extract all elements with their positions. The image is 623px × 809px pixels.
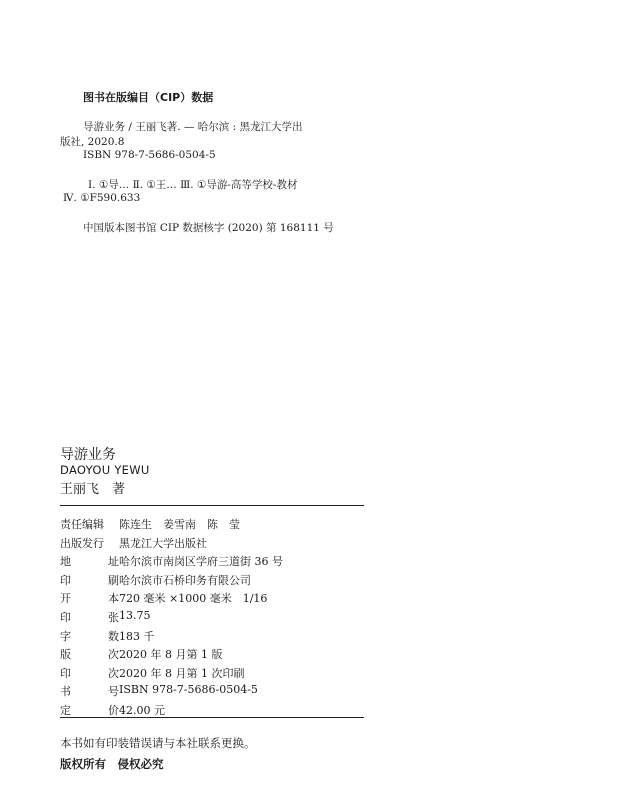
book-title-pinyin: DAOYOU YEWU	[60, 463, 150, 477]
info-value: 2020 年 8 月第 1 版	[119, 648, 223, 662]
info-label	[60, 609, 119, 627]
cip-line-3: ISBN 978-7-5686-0504-5	[83, 149, 216, 161]
info-row	[60, 516, 240, 534]
info-row	[60, 665, 244, 683]
info-value: 42.00 元	[119, 704, 165, 717]
info-label-part: 地	[60, 555, 71, 569]
info-label-part: 刷	[108, 573, 119, 587]
info-row	[60, 590, 267, 608]
book-author: 王丽飞 著	[60, 482, 126, 497]
info-row	[60, 628, 155, 646]
info-value: 13.75	[119, 609, 151, 622]
info-label-part: 开	[60, 592, 71, 606]
info-label-part: 定	[60, 704, 71, 717]
info-value: 哈尔滨市石桥印务有限公司	[119, 573, 251, 587]
info-label-part: 张	[108, 611, 119, 624]
info-label-part: 出版发行	[60, 536, 104, 550]
cip-line-2: 版社, 2020.8	[60, 136, 125, 148]
info-value: 720 毫米 ×1000 毫米 1/16	[119, 592, 268, 606]
info-label-part: 本	[108, 592, 119, 606]
info-label-part: 价	[108, 704, 119, 717]
info-label	[60, 646, 119, 664]
info-label	[60, 516, 119, 534]
info-row	[60, 553, 283, 571]
cip-line-5: Ⅳ. ①F590.633	[63, 192, 141, 204]
bottom-divider	[60, 717, 364, 718]
info-label-part: 字	[60, 629, 71, 643]
cip-title: 图书在版编目（CIP）数据	[83, 91, 214, 104]
info-label-part: 责任编辑	[60, 518, 104, 531]
info-value: 183 千	[119, 629, 155, 643]
info-label	[60, 665, 119, 683]
info-value: 哈尔滨市南岗区学府三道街 36 号	[119, 555, 283, 569]
cip-line-1: 导游业务 / 王丽飞著. — 哈尔滨 : 黑龙江大学出	[83, 121, 303, 133]
info-label	[60, 683, 119, 701]
info-value: 2020 年 8 月第 1 次印刷	[119, 666, 245, 680]
info-row	[60, 683, 258, 701]
info-label	[60, 590, 119, 608]
top-divider	[60, 505, 364, 506]
info-label	[60, 553, 119, 571]
reprint-notice: 本书如有印装错误请与本社联系更换。	[60, 736, 256, 750]
info-label-part: 次	[108, 666, 119, 680]
info-label	[60, 535, 119, 553]
info-label-part: 次	[108, 648, 119, 662]
info-label-part: 印	[60, 611, 71, 624]
info-label-part: 印	[60, 666, 71, 680]
info-label-part: 版	[60, 648, 71, 662]
info-value: 黑龙江大学出版社	[119, 536, 207, 550]
info-row	[60, 646, 222, 664]
info-row	[60, 535, 207, 553]
info-value: ISBN 978-7-5686-0504-5	[119, 683, 258, 697]
info-label-part: 址	[108, 555, 119, 569]
info-row	[60, 572, 251, 590]
info-label-part: 号	[108, 685, 119, 699]
book-title: 导游业务	[60, 447, 116, 463]
info-label	[60, 572, 119, 590]
cip-line-4: Ⅰ. ①导… Ⅱ. ①王… Ⅲ. ①导游-高等学校-教材	[88, 179, 298, 191]
info-label	[60, 628, 119, 646]
info-label-part: 数	[108, 629, 119, 643]
info-label-part: 书	[60, 685, 71, 699]
rights-statement: 版权所有 侵权必究	[60, 757, 164, 771]
cip-line-6: 中国版本图书馆 CIP 数据核字 (2020) 第 168111 号	[83, 222, 334, 234]
info-row	[60, 609, 151, 627]
info-value: 陈连生 姜雪南 陈 莹	[119, 518, 240, 531]
info-label-part: 印	[60, 573, 71, 587]
